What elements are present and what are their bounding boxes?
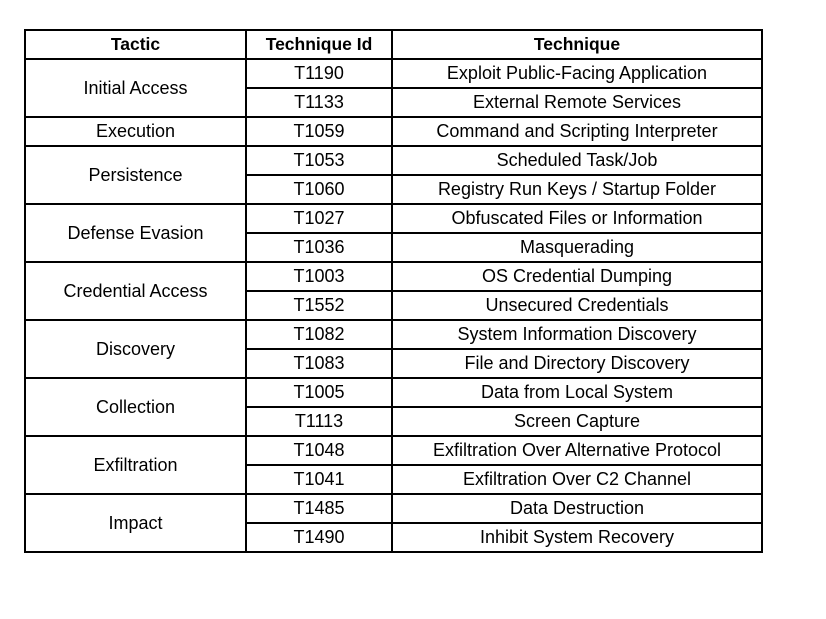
tactic-cell: Persistence xyxy=(25,146,246,204)
header-technique: Technique xyxy=(392,30,762,59)
table-row xyxy=(25,320,762,349)
tactic-cell: Initial Access xyxy=(25,59,246,117)
table-row xyxy=(25,117,762,146)
technique-cell: External Remote Services xyxy=(392,88,762,117)
technique-id-cell: T1053 xyxy=(246,146,392,175)
technique-cell: Obfuscated Files or Information xyxy=(392,204,762,233)
tactic-cell: Collection xyxy=(25,378,246,436)
technique-cell: Registry Run Keys / Startup Folder xyxy=(392,175,762,204)
technique-cell: Inhibit System Recovery xyxy=(392,523,762,552)
technique-id-cell: T1552 xyxy=(246,291,392,320)
tactic-cell: Impact xyxy=(25,494,246,552)
tactic-cell: Credential Access xyxy=(25,262,246,320)
technique-cell: Data from Local System xyxy=(392,378,762,407)
technique-cell: Exploit Public-Facing Application xyxy=(392,59,762,88)
technique-cell: Scheduled Task/Job xyxy=(392,146,762,175)
table-row xyxy=(25,378,762,407)
technique-id-cell: T1060 xyxy=(246,175,392,204)
technique-id-cell: T1190 xyxy=(246,59,392,88)
table-row xyxy=(25,262,762,291)
table-header xyxy=(25,30,762,59)
tactic-cell: Defense Evasion xyxy=(25,204,246,262)
table-row xyxy=(25,494,762,523)
technique-id-cell: T1041 xyxy=(246,465,392,494)
header-row xyxy=(25,30,762,59)
technique-id-cell: T1133 xyxy=(246,88,392,117)
technique-id-cell: T1003 xyxy=(246,262,392,291)
technique-id-cell: T1048 xyxy=(246,436,392,465)
technique-cell: Data Destruction xyxy=(392,494,762,523)
technique-id-cell: T1082 xyxy=(246,320,392,349)
table-row xyxy=(25,59,762,88)
technique-cell: OS Credential Dumping xyxy=(392,262,762,291)
technique-id-cell: T1005 xyxy=(246,378,392,407)
technique-id-cell: T1059 xyxy=(246,117,392,146)
technique-id-cell: T1485 xyxy=(246,494,392,523)
table-row xyxy=(25,146,762,175)
tactic-cell: Execution xyxy=(25,117,246,146)
technique-cell: Command and Scripting Interpreter xyxy=(392,117,762,146)
technique-cell: System Information Discovery xyxy=(392,320,762,349)
table-body xyxy=(25,59,762,552)
technique-cell: File and Directory Discovery xyxy=(392,349,762,378)
header-technique-id: Technique Id xyxy=(246,30,392,59)
tactic-cell: Discovery xyxy=(25,320,246,378)
technique-cell: Exfiltration Over Alternative Protocol xyxy=(392,436,762,465)
technique-id-cell: T1083 xyxy=(246,349,392,378)
table-row xyxy=(25,436,762,465)
technique-id-cell: T1113 xyxy=(246,407,392,436)
technique-id-cell: T1036 xyxy=(246,233,392,262)
technique-cell: Masquerading xyxy=(392,233,762,262)
header-tactic: Tactic xyxy=(25,30,246,59)
technique-id-cell: T1027 xyxy=(246,204,392,233)
technique-cell: Screen Capture xyxy=(392,407,762,436)
mitre-attack-table xyxy=(24,29,763,553)
tactic-cell: Exfiltration xyxy=(25,436,246,494)
table-row xyxy=(25,204,762,233)
technique-cell: Exfiltration Over C2 Channel xyxy=(392,465,762,494)
technique-id-cell: T1490 xyxy=(246,523,392,552)
technique-cell: Unsecured Credentials xyxy=(392,291,762,320)
